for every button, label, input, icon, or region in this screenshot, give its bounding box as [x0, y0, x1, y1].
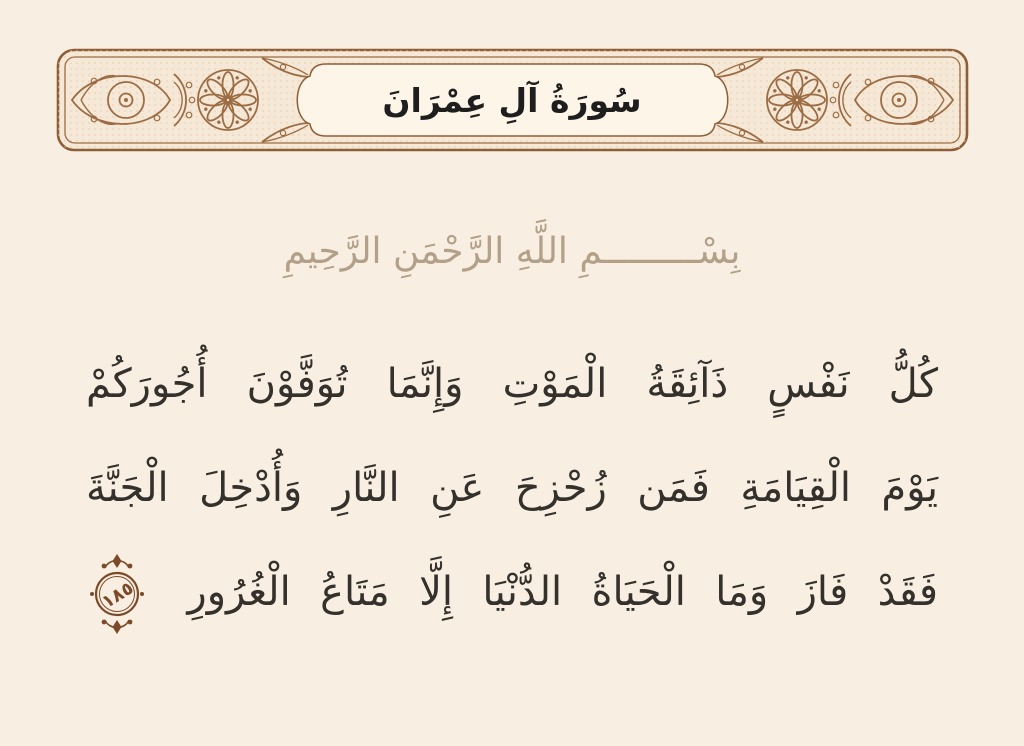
ayah-number: ١٨٥ — [98, 577, 138, 613]
bismillah-text: بِسْـــــــــمِ اللَّهِ الرَّحْمَنِ الرَّحِيمِ — [283, 231, 741, 272]
surah-title: سُورَةُ آلِ عِمْرَانَ — [381, 81, 642, 120]
surah-header-frame — [56, 48, 969, 152]
verse-line-1: كُلُّ نَفْسٍ ذَآئِقَةُ الْمَوْتِ وَإِنَّمَا تُوَفَّوْنَ أُجُورَكُمْ — [86, 361, 938, 407]
verse-line-3-text: فَقَدْ فَازَ وَمَا الْحَيَاةُ الدُّنْيَا إِلَّا مَتَاعُ الْغُرُورِ — [187, 569, 938, 615]
ayah-number-medallion — [86, 553, 148, 635]
verse-line-3 — [86, 540, 938, 644]
verse-line-2: يَوْمَ الْقِيَامَةِ فَمَن زُحْزِحَ عَنِ النَّارِ وَأُدْخِلَ الْجَنَّةَ — [86, 465, 938, 511]
quran-page — [0, 48, 1024, 746]
verse-text-block — [86, 332, 938, 644]
